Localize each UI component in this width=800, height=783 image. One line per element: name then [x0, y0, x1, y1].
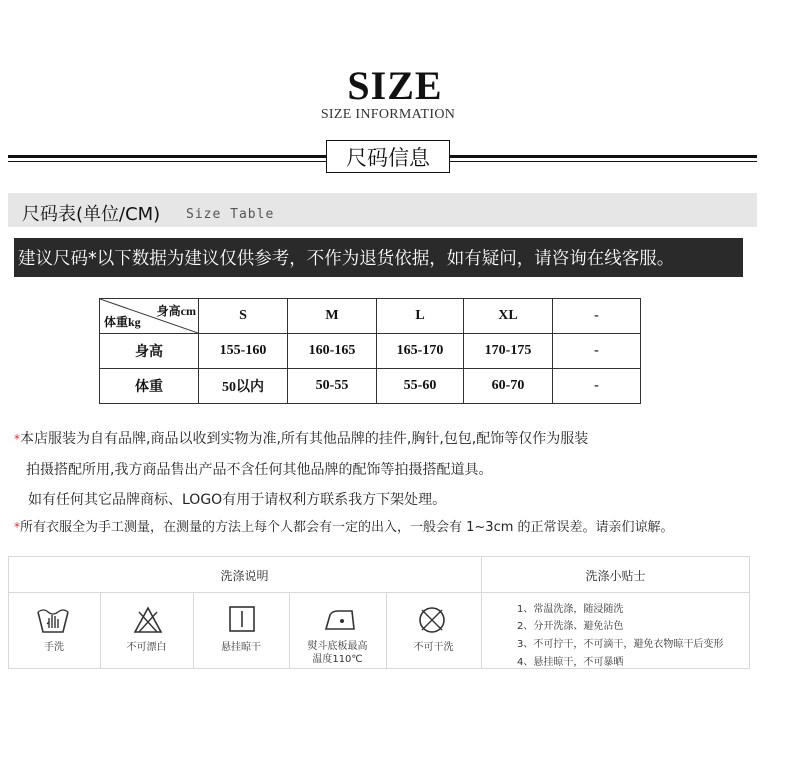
- size-table-title: 尺码表(单位/CM): [22, 204, 161, 225]
- table-cell: 55-60: [377, 369, 464, 404]
- corner-top-label: 身高cm: [156, 304, 196, 318]
- asterisk-mark: *: [14, 432, 20, 446]
- divider-left-thin: [8, 161, 326, 162]
- divider-right-thin: [450, 161, 757, 162]
- page-subtitle: SIZE INFORMATION: [320, 107, 456, 122]
- asterisk-mark: *: [14, 520, 20, 534]
- table-cell: 50以内: [199, 369, 288, 404]
- care-right-title: 洗涤小贴士: [585, 569, 646, 583]
- column-header: XL: [464, 299, 553, 334]
- size-table: [99, 298, 641, 404]
- care-caption: 不可漂白: [126, 642, 167, 653]
- size-notice-banner: 建议尺码*以下数据为建议仅供参考，不作为退货依据，如有疑问，请咨询在线客服。: [14, 238, 743, 277]
- table-cell: 155-160: [199, 334, 288, 369]
- section-label-box: 尺码信息: [326, 140, 450, 173]
- note-line-2: 拍摄搭配所用,我方商品售出产品不含任何其他品牌的配饰等拍摄搭配道具。: [26, 462, 493, 478]
- care-caption: 温度110℃: [312, 654, 363, 665]
- table-cell: 160-165: [288, 334, 377, 369]
- no-bleach-icon: [133, 606, 163, 634]
- care-tip: 1、常温洗涤，随浸随洗: [517, 604, 624, 615]
- no-dry-clean-icon: [417, 606, 447, 634]
- care-caption: 不可干洗: [413, 642, 454, 653]
- corner-bottom-label: 体重kg: [104, 315, 141, 329]
- care-tip: 3、不可拧干，不可滴干，避免衣物晾干后变形: [517, 639, 724, 650]
- hang-dry-icon: [229, 606, 255, 632]
- care-tip: 4、悬挂晾干，不可暴晒: [517, 657, 624, 668]
- table-cell: 165-170: [377, 334, 464, 369]
- care-caption: 悬挂晾干: [221, 642, 261, 653]
- hand-wash-icon: [36, 604, 70, 634]
- column-header: S: [199, 299, 288, 334]
- row-label: 身高: [100, 334, 199, 369]
- care-divider: [386, 592, 387, 669]
- column-header: L: [377, 299, 464, 334]
- corner-cell: [100, 299, 199, 334]
- care-left-title: 洗涤说明: [220, 569, 269, 583]
- care-tip: 2、分开洗涤、避免沾色: [517, 621, 624, 632]
- divider-right: [450, 155, 757, 158]
- column-header: -: [553, 299, 641, 334]
- table-cell: 60-70: [464, 369, 553, 404]
- table-cell: 50-55: [288, 369, 377, 404]
- table-cell: -: [553, 369, 641, 404]
- note-line-3: 如有任何其它品牌商标、LOGO有用于请权利方联系我方下架处理。: [28, 492, 447, 508]
- care-divider: [8, 592, 750, 593]
- care-divider: [193, 592, 194, 669]
- care-divider: [100, 592, 101, 669]
- table-cell: -: [553, 334, 641, 369]
- table-row: [100, 369, 641, 404]
- note-line-4: [14, 516, 674, 535]
- note-text: 所有衣服全为手工测量，在测量的方法上每个人都会有一定的出入，一般会有 1~3cm 的正常误差。请亲们谅解。: [20, 520, 674, 535]
- note-line-1: [14, 428, 588, 448]
- table-row: [100, 334, 641, 369]
- table-cell: 170-175: [464, 334, 553, 369]
- table-header-row: [100, 299, 641, 334]
- care-caption: 熨斗底板最高: [307, 641, 368, 652]
- note-text: 本店服装为自有品牌,商品以收到实物为准,所有其他品牌的挂件,胸针,包包,配饰等仅作为服装: [20, 431, 589, 447]
- row-label: 体重: [100, 369, 199, 404]
- care-caption: 手洗: [44, 642, 64, 653]
- size-table-subtitle: Size Table: [186, 207, 275, 222]
- iron-icon: [322, 607, 358, 633]
- column-header: M: [288, 299, 377, 334]
- divider-left: [8, 155, 326, 158]
- page-title: SIZE: [347, 63, 443, 108]
